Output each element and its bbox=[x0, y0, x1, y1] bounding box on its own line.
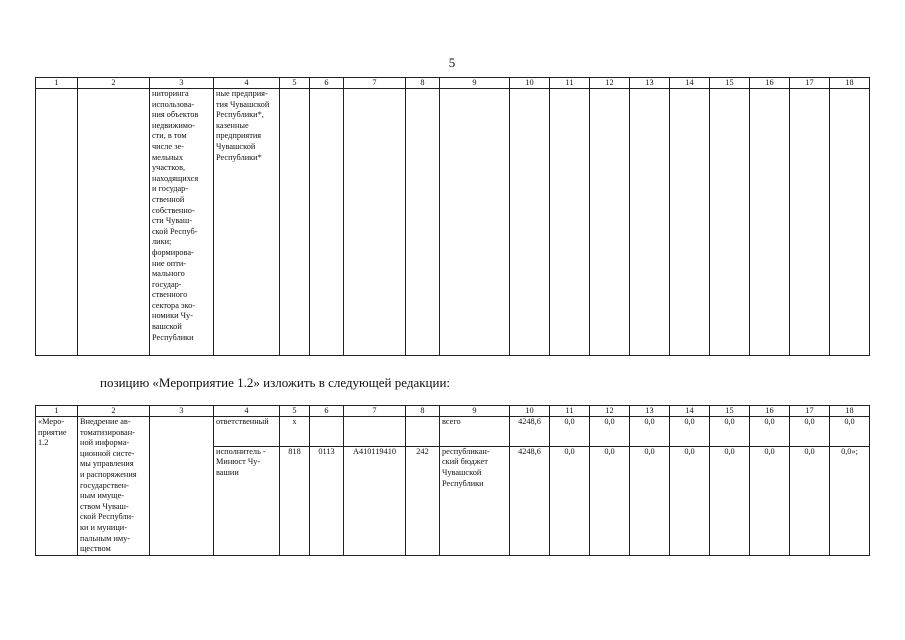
cell-empty bbox=[406, 417, 440, 447]
column-number: 16 bbox=[750, 406, 790, 417]
amount-cell: 0,0 bbox=[630, 417, 670, 447]
amount-cell: 0,0 bbox=[710, 446, 750, 555]
cell-empty bbox=[830, 89, 870, 356]
column-number: 7 bbox=[344, 78, 406, 89]
amount-cell: 0,0 bbox=[750, 446, 790, 555]
amount-cell: 0,0 bbox=[790, 446, 830, 555]
column-number: 10 bbox=[510, 78, 550, 89]
column-number: 12 bbox=[590, 78, 630, 89]
table-row-total bbox=[36, 417, 870, 447]
column-number: 3 bbox=[150, 406, 214, 417]
amount-cell: 4248,6 bbox=[510, 417, 550, 447]
cell-empty bbox=[150, 417, 214, 556]
grbs-code-cell: 818 bbox=[280, 446, 310, 555]
amount-cell: 4248,6 bbox=[510, 446, 550, 555]
amount-cell: 0,0 bbox=[670, 417, 710, 447]
cell-empty bbox=[510, 89, 550, 356]
column-number: 1 bbox=[36, 406, 78, 417]
amount-cell: 0,0 bbox=[750, 417, 790, 447]
column-number: 12 bbox=[590, 406, 630, 417]
column-number: 4 bbox=[214, 406, 280, 417]
column-number-row bbox=[36, 78, 870, 89]
column-number: 16 bbox=[750, 78, 790, 89]
column-number: 11 bbox=[550, 78, 590, 89]
cell-empty bbox=[344, 89, 406, 356]
cell-empty bbox=[790, 89, 830, 356]
executor-cell: ные предприя- тия Чувашской Республики*, казенные предприятия Чувашской Республики* bbox=[214, 89, 280, 356]
amount-cell: 0,0 bbox=[790, 417, 830, 447]
column-number: 14 bbox=[670, 406, 710, 417]
cell-empty bbox=[36, 89, 78, 356]
cell-empty bbox=[440, 89, 510, 356]
column-number: 3 bbox=[150, 78, 214, 89]
cell-empty bbox=[78, 89, 150, 356]
event-status-cell: «Меро- приятие 1.2 bbox=[36, 417, 78, 556]
grbs-code-cell: x bbox=[280, 417, 310, 447]
column-number: 1 bbox=[36, 78, 78, 89]
column-number: 13 bbox=[630, 406, 670, 417]
table-continuation bbox=[35, 77, 870, 356]
column-number: 5 bbox=[280, 406, 310, 417]
cell-empty bbox=[406, 89, 440, 356]
funding-source-cell: республикан- ский бюджет Чувашской Республики bbox=[440, 446, 510, 555]
column-number-row bbox=[36, 406, 870, 417]
funding-source-cell: всего bbox=[440, 417, 510, 447]
column-number: 15 bbox=[710, 406, 750, 417]
cell-empty bbox=[710, 89, 750, 356]
table-row bbox=[36, 89, 870, 356]
amendment-caption: позицию «Мероприятие 1.2» изложить в следующей редакции: bbox=[100, 375, 451, 390]
column-number: 5 bbox=[280, 78, 310, 89]
column-number: 8 bbox=[406, 406, 440, 417]
page-number: 5 bbox=[448, 55, 456, 70]
cell-empty bbox=[280, 89, 310, 356]
column-number: 13 bbox=[630, 78, 670, 89]
amount-cell: 0,0 bbox=[670, 446, 710, 555]
executor-cell: ответственный bbox=[214, 417, 280, 447]
cell-empty bbox=[590, 89, 630, 356]
amount-cell: 0,0 bbox=[710, 417, 750, 447]
cell-empty bbox=[550, 89, 590, 356]
column-number: 7 bbox=[344, 406, 406, 417]
cell-empty bbox=[344, 417, 406, 447]
amount-cell: 0,0 bbox=[630, 446, 670, 555]
column-number: 11 bbox=[550, 406, 590, 417]
column-number: 6 bbox=[310, 78, 344, 89]
amount-cell: 0,0 bbox=[550, 417, 590, 447]
amount-cell: 0,0 bbox=[830, 417, 870, 447]
cell-empty bbox=[670, 89, 710, 356]
cell-empty bbox=[310, 89, 344, 356]
column-number: 14 bbox=[670, 78, 710, 89]
column-number: 2 bbox=[78, 78, 150, 89]
column-number: 4 bbox=[214, 78, 280, 89]
amount-cell: 0,0 bbox=[550, 446, 590, 555]
event-goal-cell: ниторинга использова- ния объектов недвижимо- сти, в том числе зе- мельных участков, находящихся и государ- ственной собственно- сти Чуваш- ской Респуб- лики; формирова- ние опти- мального государ- ственного сектора эко- номики Чу- вашской Республики bbox=[150, 89, 214, 356]
event-name-cell: Внедрение ав- томатизирован- ной информа- ционной систе- мы управления и распоряжения государствен- ным имуще- ством Чуваш- ской Республи- ки и муници- пальным иму- ществом bbox=[78, 417, 150, 556]
target-article-cell: А410119410 bbox=[344, 446, 406, 555]
column-number: 9 bbox=[440, 78, 510, 89]
column-number: 17 bbox=[790, 78, 830, 89]
column-number: 17 bbox=[790, 406, 830, 417]
section-code-cell: 0113 bbox=[310, 446, 344, 555]
table-event-1-2 bbox=[35, 405, 870, 556]
amount-cell: 0,0 bbox=[590, 417, 630, 447]
expense-type-cell: 242 bbox=[406, 446, 440, 555]
column-number: 18 bbox=[830, 406, 870, 417]
column-number: 18 bbox=[830, 78, 870, 89]
executor-cell: исполнитель - Минюст Чу- вашии bbox=[214, 446, 280, 555]
cell-empty bbox=[310, 417, 344, 447]
column-number: 10 bbox=[510, 406, 550, 417]
cell-empty bbox=[630, 89, 670, 356]
column-number: 8 bbox=[406, 78, 440, 89]
column-number: 6 bbox=[310, 406, 344, 417]
column-number: 9 bbox=[440, 406, 510, 417]
amount-cell: 0,0»; bbox=[830, 446, 870, 555]
column-number: 15 bbox=[710, 78, 750, 89]
cell-empty bbox=[750, 89, 790, 356]
column-number: 2 bbox=[78, 406, 150, 417]
amount-cell: 0,0 bbox=[590, 446, 630, 555]
